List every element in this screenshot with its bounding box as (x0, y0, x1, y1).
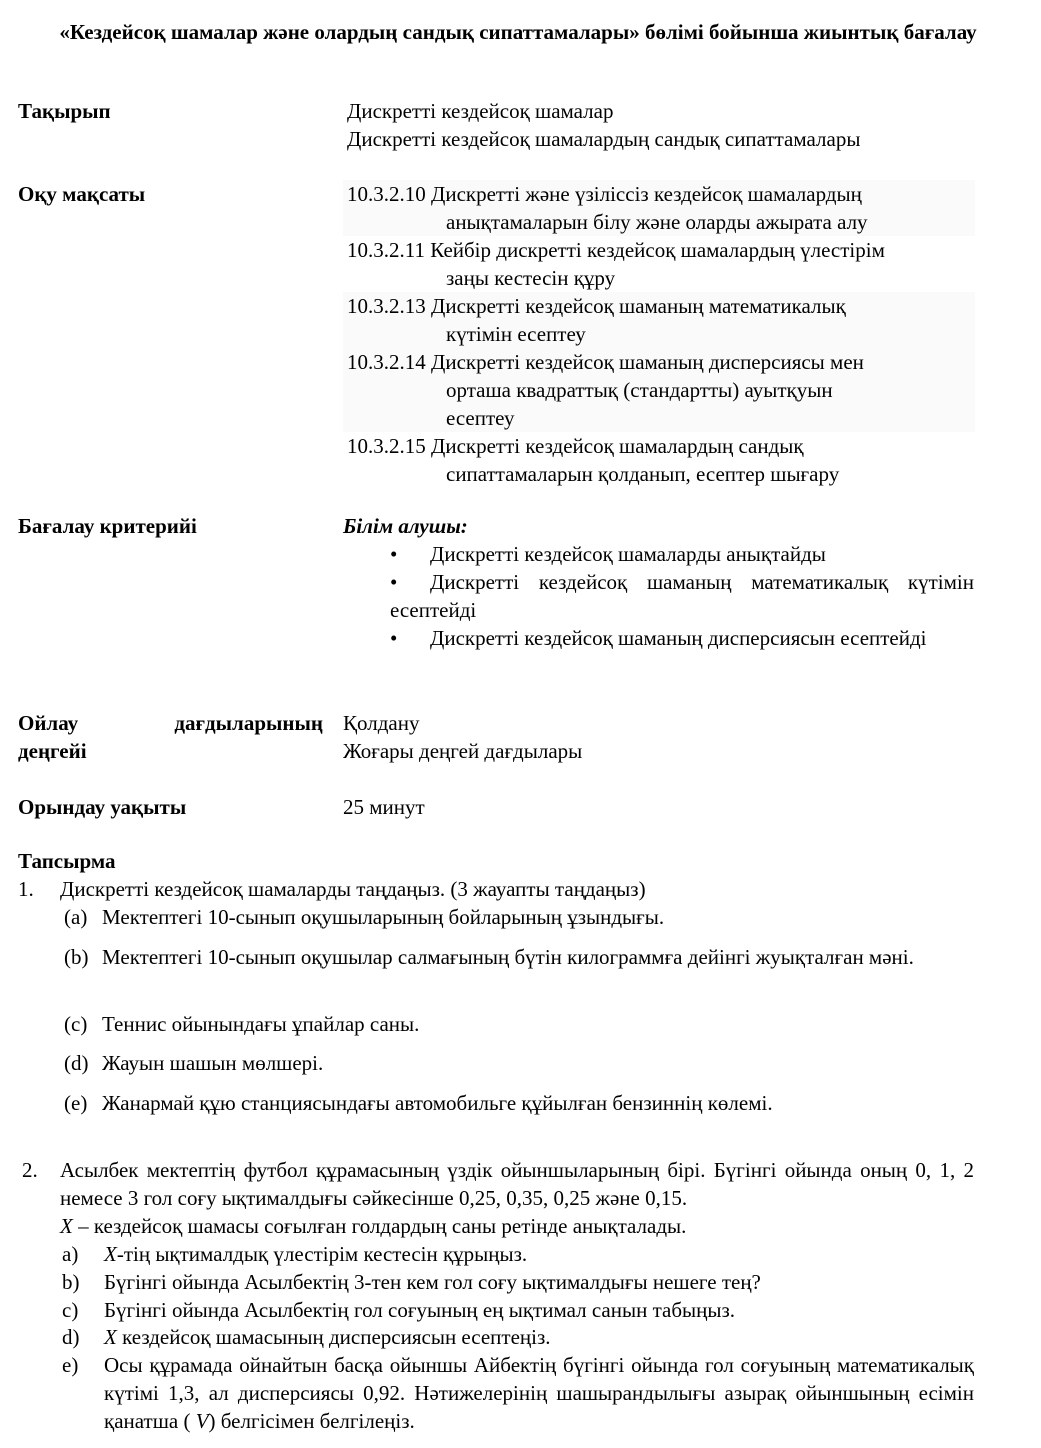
objective-code: 10.3.2.13 (347, 294, 426, 318)
part-letter: e) (62, 1353, 79, 1377)
option-letter: (e) (64, 1091, 88, 1115)
criteria-bullets (390, 540, 974, 652)
objectives-list (343, 180, 975, 488)
objective-text-cont: күтімін есептеу (446, 322, 586, 346)
part-text: Осы құрамада ойнайтын басқа ойыншы Айбектің бүгінгі ойында гол соғуының математикалық күтімі 1,3, ал дисперсиясы 0,92. Нәтижелерінің шашырандылығы азырақ ойыншының есімін қанатша ( V) белгісімен белгілеңіз. (104, 1353, 974, 1433)
objective-text: Кейбір дискретті кездейсоқ шамалардың үлестірім (430, 238, 885, 262)
option-text: Теннис ойынындағы ұпайлар саны. (102, 1012, 420, 1036)
duration-label: Орындау уақыты (18, 795, 187, 819)
objective-code: 10.3.2.10 (347, 182, 426, 206)
criteria-heading: Білім алушы: (343, 514, 468, 538)
objective-text-cont: орташа квадраттық (стандартты) ауытқуын (446, 378, 833, 402)
topic-label: Тақырып (18, 99, 111, 123)
objective-text: Дискретті кездейсоқ шаманың дисперсиясы мен (431, 350, 864, 374)
thinking-label: Ойлау дағдыларының деңгейі (18, 711, 323, 763)
q1-option[interactable] (64, 1010, 974, 1038)
part-text: X-тің ықтималдық үлестірім кестесін құрыңыз. (104, 1242, 528, 1266)
thinking-value: Жоғары деңгей дағдылары (343, 739, 583, 763)
part-text: Бүгінгі ойында Асылбектің 3-тен кем гол соғу ықтималдығы нешеге тең? (104, 1270, 761, 1294)
q1-option[interactable] (64, 1049, 974, 1077)
question-text: Дискретті кездейсоқ шамаларды таңдаңыз. (3 жауапты таңдаңыз) (60, 877, 646, 901)
topic-line: Дискретті кездейсоқ шамалар (347, 99, 614, 123)
objective-code: 10.3.2.14 (347, 350, 426, 374)
topic-line: Дискретті кездейсоқ шамалардың сандық сипаттамалары (347, 127, 861, 151)
question-1 (18, 875, 974, 903)
question-number: 1. (18, 877, 34, 901)
objective-text: Дискретті кездейсоқ шаманың математикалық (431, 294, 846, 318)
option-letter: (a) (64, 905, 88, 929)
part-letter: b) (62, 1270, 80, 1294)
document-title: «Кездейсоқ шамалар және олардың сандық сипаттамалары» бөлімі бойынша жиынтық бағалау (59, 20, 977, 44)
objective-text: Дискретті кездейсоқ шамалардың сандық (431, 434, 804, 458)
bullet-icon: • (390, 626, 398, 650)
option-text: Жауын шашын мөлшері. (102, 1051, 324, 1075)
criteria-bullet: • Дискретті кездейсоқ шамаларды анықтайды (390, 542, 826, 566)
q2-part (62, 1351, 974, 1435)
thinking-value: Қолдану (343, 711, 420, 735)
objective-item (343, 432, 975, 488)
question-text: Асылбек мектептің футбол құрамасының үздік ойыншыларының бірі. Бүгінгі ойында оның 0, 1, 2 немесе 3 гол соғу ықтималдығы сәйкесінше 0,25, 0,35, 0,25 және 0,15. (60, 1158, 974, 1210)
objective-text-cont: анықтамаларын білу және оларды ажырата алу (446, 210, 868, 234)
objective-code: 10.3.2.15 (347, 434, 426, 458)
part-letter: c) (62, 1298, 79, 1322)
objective-item (343, 348, 975, 432)
part-text: Бүгінгі ойында Асылбектің гол соғуының ең ықтимал санын табыңыз. (104, 1298, 736, 1322)
question-number: 2. (22, 1158, 38, 1182)
part-letter: d) (62, 1325, 80, 1349)
objective-text-cont: заңы кестесін құру (446, 266, 616, 290)
bullet-icon: • (390, 570, 398, 594)
criteria-bullet: • Дискретті кездейсоқ шаманың дисперсиясын есептейді (390, 626, 927, 650)
part-letter: a) (62, 1242, 79, 1266)
objective-item (343, 292, 975, 348)
objective-text-cont: есептеу (446, 406, 515, 430)
option-text: Мектептегі 10-сынып оқушылар салмағының бүтін килограммға дейінгі жуықталған мәні. (102, 945, 914, 969)
q2-part (62, 1296, 974, 1324)
criteria-label: Бағалау критерийі (18, 514, 197, 538)
criteria-bullet: • Дискретті кездейсоқ шаманың математикалық күтімін есептейді (390, 570, 974, 622)
q1-option[interactable] (64, 903, 974, 931)
q2-part (62, 1240, 974, 1268)
task-heading: Тапсырма (18, 849, 116, 873)
bullet-icon: • (390, 542, 398, 566)
objective-text-cont: сипаттамаларын қолданып, есептер шығару (446, 462, 840, 486)
option-text: Жанармай құю станциясындағы автомобильге құйылған бензиннің көлемі. (102, 1091, 773, 1115)
objective-item (343, 180, 975, 236)
objectives-label: Оқу мақсаты (18, 182, 146, 206)
q1-option[interactable] (64, 1089, 974, 1117)
objective-code: 10.3.2.11 (347, 238, 425, 262)
checkmark-symbol: V (195, 1409, 209, 1433)
option-letter: (b) (64, 945, 89, 969)
variable-definition: X – кездейсоқ шамасы соғылған голдардың саны ретінде анықталады. (60, 1214, 687, 1238)
q2-part (62, 1323, 974, 1351)
topic-values (347, 97, 860, 153)
objective-text: Дискретті және үзіліссіз кездейсоқ шамалардың (431, 182, 862, 206)
q1-option[interactable] (64, 943, 974, 971)
option-letter: (d) (64, 1051, 89, 1075)
objective-item (343, 236, 975, 292)
part-text: X кездейсоқ шамасының дисперсиясын есептеңіз. (104, 1325, 551, 1349)
duration-value: 25 минут (343, 795, 425, 819)
question-2 (22, 1156, 974, 1240)
q2-part (62, 1268, 974, 1296)
option-text: Мектептегі 10-сынып оқушыларының бойларының ұзындығы. (102, 905, 665, 929)
option-letter: (c) (64, 1012, 88, 1036)
thinking-values (343, 709, 582, 765)
